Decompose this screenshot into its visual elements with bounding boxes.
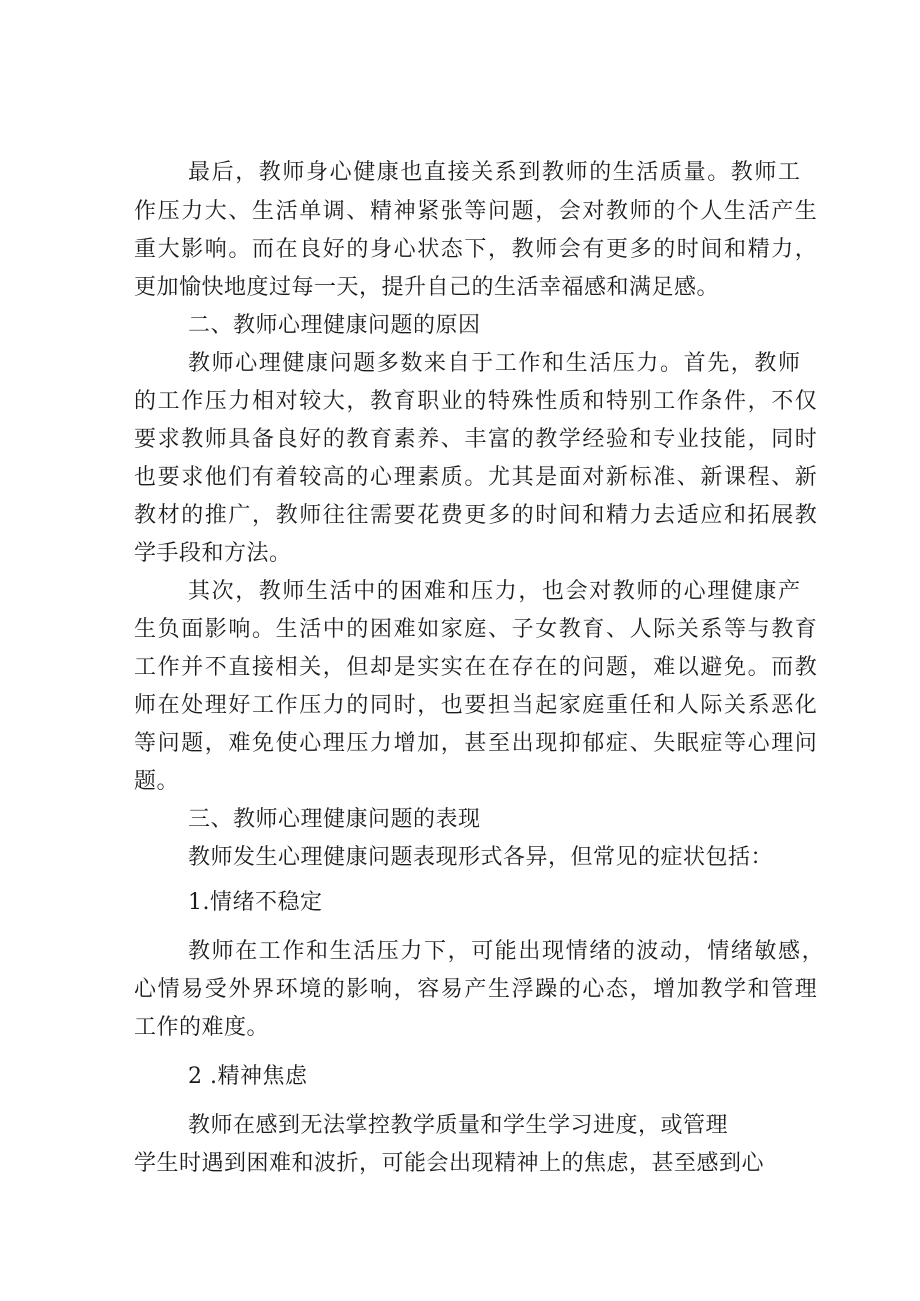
paragraph-line: 心情易受外界环境的影响，容易产生浮躁的心态，增加教学和管理	[134, 977, 819, 1002]
paragraph-line: 要求教师具备良好的教育素养、丰富的教学经验和专业技能，同时	[134, 427, 819, 452]
paragraph-line: 其次，教师生活中的困难和压力，也会对教师的心理健康产	[188, 579, 802, 604]
paragraph-line: 生负面影响。生活中的困难如家庭、子女教育、人际关系等与教育	[134, 617, 819, 642]
paragraph-line: 教师发生心理健康问题表现形式各异，但常见的症状包括：	[188, 845, 774, 870]
paragraph-line: 学手段和方法。	[134, 541, 292, 566]
paragraph-line: 题。	[134, 769, 180, 794]
paragraph-line: 也要求他们有着较高的心理素质。尤其是面对新标准、新课程、新	[134, 465, 819, 490]
subheading: 2 .精神焦虑	[188, 1064, 308, 1089]
section-heading: 二、教师心理健康问题的原因	[188, 313, 481, 338]
paragraph-line: 等问题，难免使心理压力增加，甚至出现抑郁症、失眠症等心理问	[134, 731, 819, 756]
paragraph-line: 教师在感到无法掌控教学质量和学生学习进度，或管理	[188, 1113, 729, 1138]
paragraph-line: 作压力大、生活单调、精神紧张等问题，会对教师的个人生活产生	[134, 199, 819, 224]
paragraph-line: 教师在工作和生活压力下，可能出现情绪的波动，情绪敏感，	[188, 939, 826, 964]
subheading: 1.情绪不稳定	[188, 890, 323, 915]
paragraph-line: 的工作压力相对较大，教育职业的特殊性质和特别工作条件，不仅	[134, 389, 819, 414]
paragraph-line: 学生时遇到困难和波折，可能会出现精神上的焦虑，甚至感到心	[134, 1151, 765, 1176]
paragraph-line: 师在处理好工作压力的同时，也要担当起家庭重任和人际关系恶化	[134, 693, 819, 718]
section-heading: 三、教师心理健康问题的表现	[188, 807, 481, 832]
paragraph-line: 重大影响。而在良好的身心状态下，教师会有更多的时间和精力，	[134, 237, 819, 262]
paragraph-line: 教师心理健康问题多数来自于工作和生活压力。首先，教师	[188, 351, 802, 376]
paragraph-line: 工作的难度。	[134, 1015, 270, 1040]
paragraph-line: 更加愉快地度过每一天，提升自己的生活幸福感和满足感。	[134, 275, 720, 300]
paragraph-line: 工作并不直接相关，但却是实实在在存在的问题，难以避免。而教	[134, 655, 819, 680]
paragraph-line: 教材的推广，教师往往需要花费更多的时间和精力去适应和拓展教	[134, 503, 819, 528]
paragraph-line: 最后，教师身心健康也直接关系到教师的生活质量。教师工	[188, 160, 802, 185]
